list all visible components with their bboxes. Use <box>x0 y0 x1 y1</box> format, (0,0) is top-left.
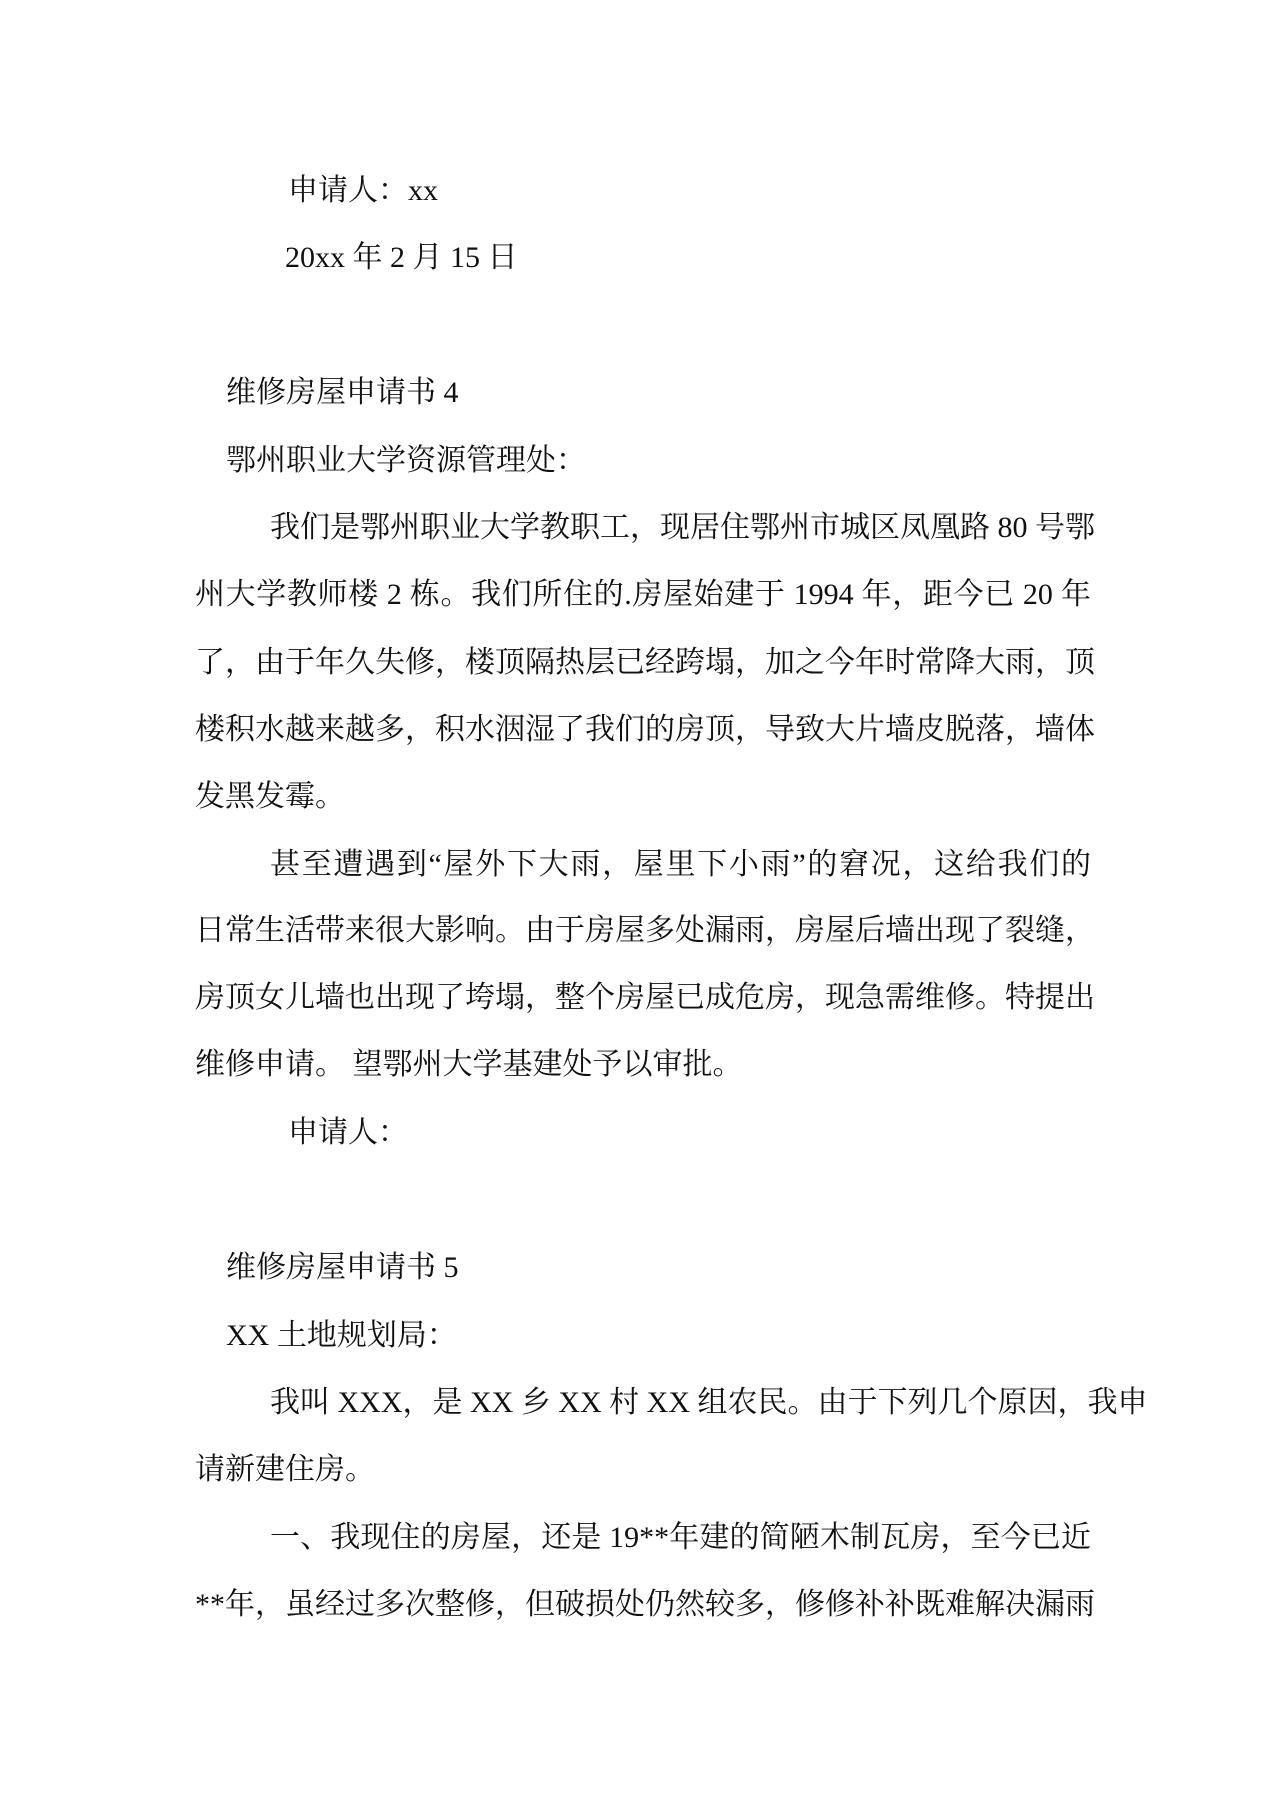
paragraph-line: 了，由于年久失修，楼顶隔热层已经跨塌，加之今年时常降大雨，顶 <box>195 646 1095 679</box>
letter-4-recipient: 鄂州职业大学资源管理处： <box>226 444 586 477</box>
paragraph-line: 我们是鄂州职业大学教职工，现居住鄂州市城区凤凰路 80 号鄂 <box>270 511 1095 544</box>
letter-4-title: 维修房屋申请书 4 <box>226 376 459 409</box>
paragraph-line: 州大学教师楼 2 栋。我们所住的.房屋始建于 1994 年，距今已 20 年 <box>195 578 1091 611</box>
paragraph-line: 发黑发霉。 <box>195 780 345 813</box>
letter-5-title: 维修房屋申请书 5 <box>226 1251 459 1284</box>
paragraph-line: 甚至遭遇到“屋外下大雨，屋里下小雨”的窘况，这给我们的 <box>270 848 1091 881</box>
paragraph-line: 楼积水越来越多，积水洇湿了我们的房顶，导致大片墙皮脱落，墙体 <box>195 713 1095 746</box>
paragraph-line: 请新建住房。 <box>195 1453 375 1486</box>
paragraph-line: 维修申请。 望鄂州大学基建处予以审批。 <box>195 1048 743 1081</box>
paragraph-line: 我叫 XXX，是 XX 乡 XX 村 XX 组农民。由于下列几个原因，我申 <box>270 1386 1148 1419</box>
signature-date-1: 20xx 年 2 月 15 日 <box>285 241 518 274</box>
letter-5-recipient: XX 土地规划局： <box>226 1319 457 1352</box>
paragraph-line: 一、我现住的房屋，还是 19**年建的简陋木制瓦房，至今已近 <box>270 1521 1091 1554</box>
applicant-signature-1: 申请人：xx <box>288 174 438 207</box>
paragraph-line: 日常生活带来很大影响。由于房屋多处漏雨，房屋后墙出现了裂缝， <box>195 914 1095 947</box>
paragraph-line: 房顶女儿墙也出现了垮塌，整个房屋已成危房，现急需维修。特提出 <box>195 981 1095 1014</box>
letter-4-applicant: 申请人： <box>288 1116 408 1149</box>
paragraph-line: **年，虽经过多次整修，但破损处仍然较多，修修补补既难解决漏雨 <box>195 1588 1095 1621</box>
